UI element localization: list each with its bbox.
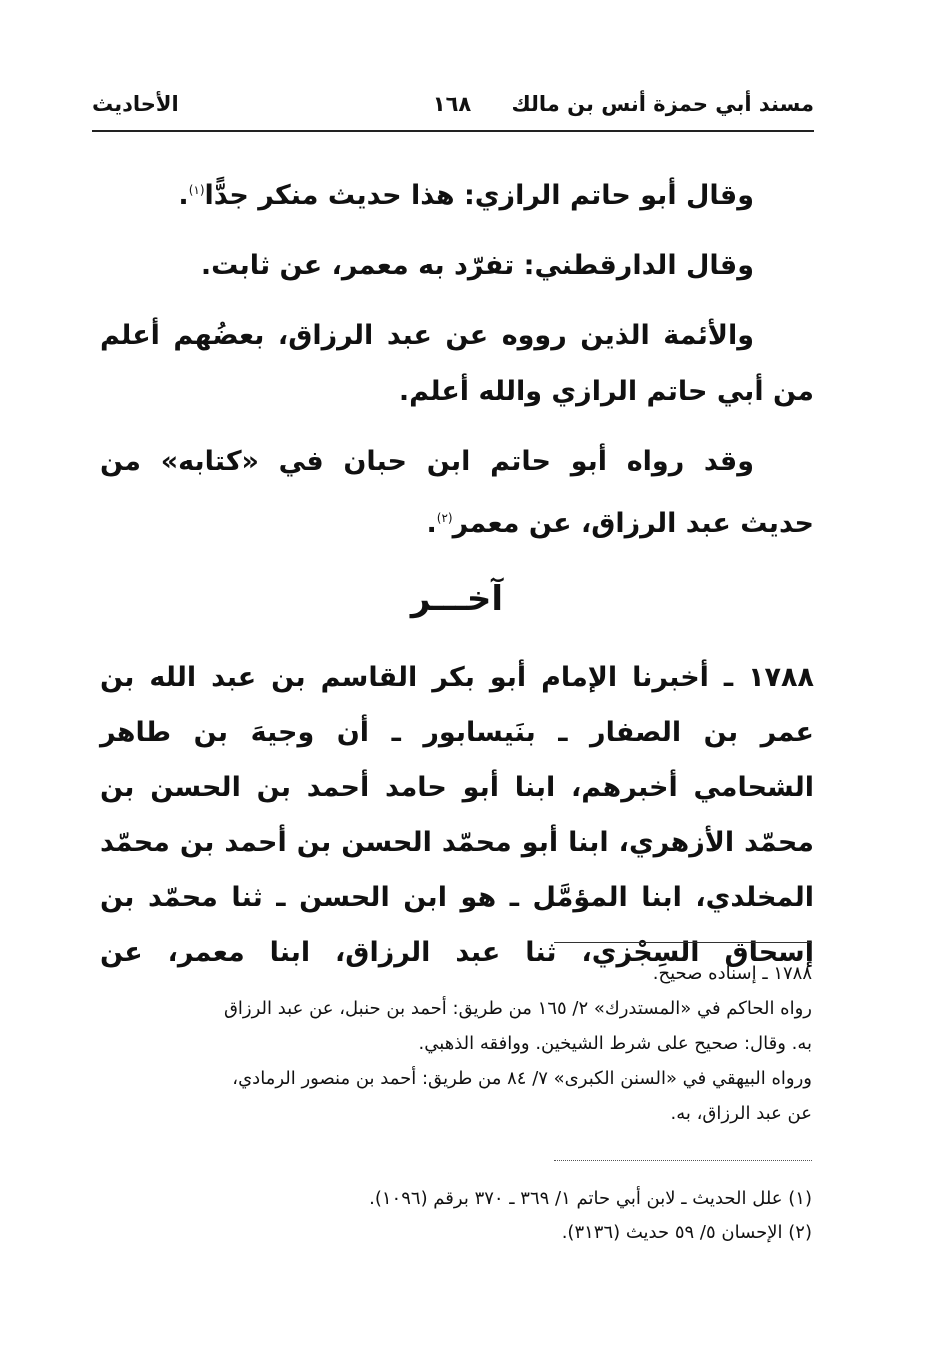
footnote-2: (٢) الإحسان ٥/ ٥٩ حديث (٣١٣٦).: [561, 1222, 812, 1243]
note-line: عن عبد الرزاق، به.: [670, 1103, 812, 1124]
footnotes-divider: [554, 1160, 812, 1161]
footnote-1: (١) علل الحديث ـ لابن أبي حاتم ١/ ٣٦٩ ـ ٣٧٠ برقم (١٠٩٦).: [369, 1188, 812, 1209]
note-line: به. وقال: صحيح على شرط الشيخين. ووافقه الذهبي.: [418, 1033, 812, 1054]
note-line: ١٧٨٨ ـ إسناده صحيح.: [652, 963, 812, 984]
note-line: رواه الحاكم في «المستدرك» ٢/ ١٦٥ من طريق: أحمد بن حنبل، عن عبد الرزاق: [223, 998, 812, 1019]
paragraph-text: وقال أبو حاتم الرازي: هذا حديث منكر جدًّا: [204, 180, 754, 211]
takhrij-notes: [100, 956, 812, 1131]
section-name: الأحاديث: [92, 92, 179, 116]
note-line: ورواه البيهقي في «السنن الكبرى» ٧/ ٨٤ من طريق: أحمد بن منصور الرمادي،: [232, 1068, 812, 1089]
header-rule: [92, 130, 814, 132]
paragraph-text: وقد رواه أبو حاتم ابن حبان في «كتابه» من حديث عبد الرزاق، عن معمر: [100, 446, 814, 539]
section-title: [100, 574, 814, 624]
footnotes: [200, 1182, 812, 1250]
paragraph-end: .: [178, 180, 189, 211]
paragraph-daraqutni: وقال الدارقطني: تفرّد به معمر، عن ثابت.: [200, 250, 754, 281]
paragraph-imams: والأئمة الذين رووه عن عبد الرزاق، بعضُهم أعلم من أبي حاتم الرازي والله أعلم.: [100, 320, 814, 407]
page-number: ١٦٨: [432, 92, 472, 116]
section-title-text: آخـــر: [410, 579, 504, 619]
footnote-ref-1[interactable]: (١): [188, 183, 205, 197]
notes-divider: [554, 942, 812, 943]
paragraph-ibn-hibban: [100, 434, 814, 552]
paragraph-end: .: [426, 508, 437, 539]
main-text: [100, 162, 814, 994]
footnote-ref-2[interactable]: (٢): [436, 511, 453, 525]
hadith-1788: ١٧٨٨ ـ أخبرنا الإمام أبو بكر القاسم بن عبد الله بن عمر بن الصفار ـ بنَيسابور ـ أن وجيهَ بن طاهر الشحامي أخبرهم، ابنا أبو حامد أحمد بن الحسن بن محمّد الأزهري، ابنا أبو محمّد الحسن بن أحمد بن محمّد المخلدي، ابنا المؤمَّل ـ هو ابن الحسن ـ ثنا محمّد بن إسحاق السِجْزي، ثنا عبد الرزاق، ابنا معمر، عن: [100, 662, 814, 968]
book-title: مسند أبي حمزة أنس بن مالك: [511, 92, 814, 116]
running-header: [92, 92, 814, 128]
paragraph-abu-hatim: [100, 162, 814, 224]
